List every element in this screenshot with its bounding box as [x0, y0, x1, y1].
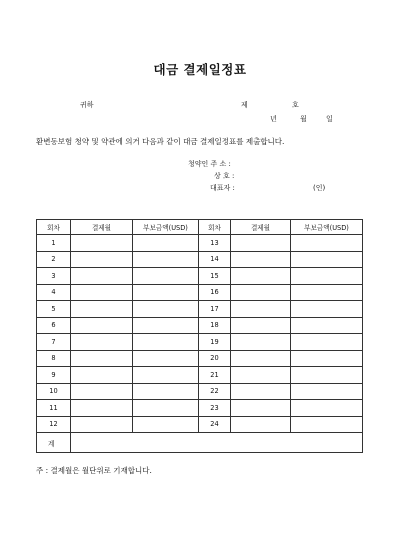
- table-row: [37, 367, 363, 384]
- payment-month-cell[interactable]: [71, 367, 133, 384]
- insured-amount-cell[interactable]: [133, 284, 199, 301]
- date-year: 년: [270, 115, 277, 123]
- insured-amount-cell[interactable]: [291, 334, 363, 351]
- insured-amount-cell[interactable]: [133, 383, 199, 400]
- insured-amount-cell[interactable]: [133, 301, 199, 318]
- table-header-row: [37, 220, 363, 235]
- payment-month-cell[interactable]: [231, 268, 291, 285]
- table-row: [37, 400, 363, 417]
- total-row: [37, 433, 363, 453]
- round-number: 7: [37, 334, 71, 351]
- insured-amount-cell[interactable]: [133, 400, 199, 417]
- round-number: 20: [199, 350, 231, 367]
- payment-month-cell[interactable]: [231, 400, 291, 417]
- round-number: 16: [199, 284, 231, 301]
- payment-month-cell[interactable]: [71, 251, 133, 268]
- applicant-rep-label: 대표자 :: [210, 184, 235, 192]
- round-number: 23: [199, 400, 231, 417]
- round-number: 3: [37, 268, 71, 285]
- round-number: 15: [199, 268, 231, 285]
- insured-amount-cell[interactable]: [291, 416, 363, 433]
- payment-month-cell[interactable]: [71, 235, 133, 252]
- payment-month-cell[interactable]: [71, 268, 133, 285]
- round-number: 18: [199, 317, 231, 334]
- payment-month-cell[interactable]: [71, 416, 133, 433]
- payment-schedule-table: [36, 219, 363, 453]
- round-number: 10: [37, 383, 71, 400]
- table-row: [37, 301, 363, 318]
- payment-month-cell[interactable]: [71, 301, 133, 318]
- header-payment-month: 결제월: [231, 220, 291, 235]
- payment-month-cell[interactable]: [71, 383, 133, 400]
- payment-month-cell[interactable]: [71, 284, 133, 301]
- payment-month-cell[interactable]: [71, 400, 133, 417]
- insured-amount-cell[interactable]: [291, 383, 363, 400]
- insured-amount-cell[interactable]: [133, 268, 199, 285]
- payment-month-cell[interactable]: [231, 317, 291, 334]
- round-number: 22: [199, 383, 231, 400]
- table-row: [37, 235, 363, 252]
- payment-month-cell[interactable]: [231, 383, 291, 400]
- doc-number-prefix: 제: [241, 101, 248, 109]
- round-number: 8: [37, 350, 71, 367]
- table-row: [37, 350, 363, 367]
- header-insured-amount: 부보금액(USD): [291, 220, 363, 235]
- round-number: 5: [37, 301, 71, 318]
- insured-amount-cell[interactable]: [133, 317, 199, 334]
- applicant-company-label: 상 호 :: [214, 172, 235, 180]
- insured-amount-cell[interactable]: [133, 235, 199, 252]
- round-number: 21: [199, 367, 231, 384]
- round-number: 12: [37, 416, 71, 433]
- payment-month-cell[interactable]: [71, 334, 133, 351]
- round-number: 14: [199, 251, 231, 268]
- payment-month-cell[interactable]: [231, 284, 291, 301]
- payment-month-cell[interactable]: [231, 350, 291, 367]
- payment-month-cell[interactable]: [231, 301, 291, 318]
- footnote: 주 : 결제월은 월단위로 기재합니다.: [36, 466, 152, 475]
- header-round: 회차: [37, 220, 71, 235]
- insured-amount-cell[interactable]: [291, 367, 363, 384]
- table-row: [37, 317, 363, 334]
- insured-amount-cell[interactable]: [291, 235, 363, 252]
- header-payment-month: 결제월: [71, 220, 133, 235]
- insured-amount-cell[interactable]: [133, 251, 199, 268]
- table-row: [37, 416, 363, 433]
- insured-amount-cell[interactable]: [291, 301, 363, 318]
- round-number: 13: [199, 235, 231, 252]
- payment-month-cell[interactable]: [231, 251, 291, 268]
- insured-amount-cell[interactable]: [291, 284, 363, 301]
- date-month: 월: [300, 115, 307, 123]
- insured-amount-cell[interactable]: [291, 251, 363, 268]
- doc-number-suffix: 호: [292, 101, 299, 109]
- total-label: 계: [37, 433, 71, 453]
- seal-mark: (인): [313, 184, 326, 192]
- payment-month-cell[interactable]: [231, 235, 291, 252]
- table-row: [37, 268, 363, 285]
- insured-amount-cell[interactable]: [133, 416, 199, 433]
- payment-month-cell[interactable]: [231, 416, 291, 433]
- insured-amount-cell[interactable]: [291, 268, 363, 285]
- applicant-address-label: 청약인 주 소 :: [188, 160, 231, 168]
- total-amount-cell[interactable]: [71, 433, 363, 453]
- round-number: 17: [199, 301, 231, 318]
- round-number: 6: [37, 317, 71, 334]
- document-title: 대금 결제일정표: [153, 62, 247, 77]
- insured-amount-cell[interactable]: [291, 317, 363, 334]
- header-insured-amount: 부보금액(USD): [133, 220, 199, 235]
- table-row: [37, 334, 363, 351]
- round-number: 24: [199, 416, 231, 433]
- insured-amount-cell[interactable]: [291, 400, 363, 417]
- date-day: 일: [326, 115, 333, 123]
- insured-amount-cell[interactable]: [133, 367, 199, 384]
- round-number: 4: [37, 284, 71, 301]
- payment-month-cell[interactable]: [71, 317, 133, 334]
- round-number: 11: [37, 400, 71, 417]
- round-number: 9: [37, 367, 71, 384]
- payment-month-cell[interactable]: [231, 334, 291, 351]
- round-number: 1: [37, 235, 71, 252]
- recipient-label: 귀하: [80, 101, 94, 109]
- header-round: 회차: [199, 220, 231, 235]
- insured-amount-cell[interactable]: [291, 350, 363, 367]
- table-row: [37, 383, 363, 400]
- insured-amount-cell[interactable]: [133, 334, 199, 351]
- statement-text: 환변동보험 청약 및 약관에 의거 다음과 같이 대금 결제일정표를 제출합니다.: [36, 137, 285, 146]
- insured-amount-cell[interactable]: [133, 350, 199, 367]
- payment-month-cell[interactable]: [231, 367, 291, 384]
- table-row: [37, 251, 363, 268]
- round-number: 19: [199, 334, 231, 351]
- table-row: [37, 284, 363, 301]
- payment-month-cell[interactable]: [71, 350, 133, 367]
- round-number: 2: [37, 251, 71, 268]
